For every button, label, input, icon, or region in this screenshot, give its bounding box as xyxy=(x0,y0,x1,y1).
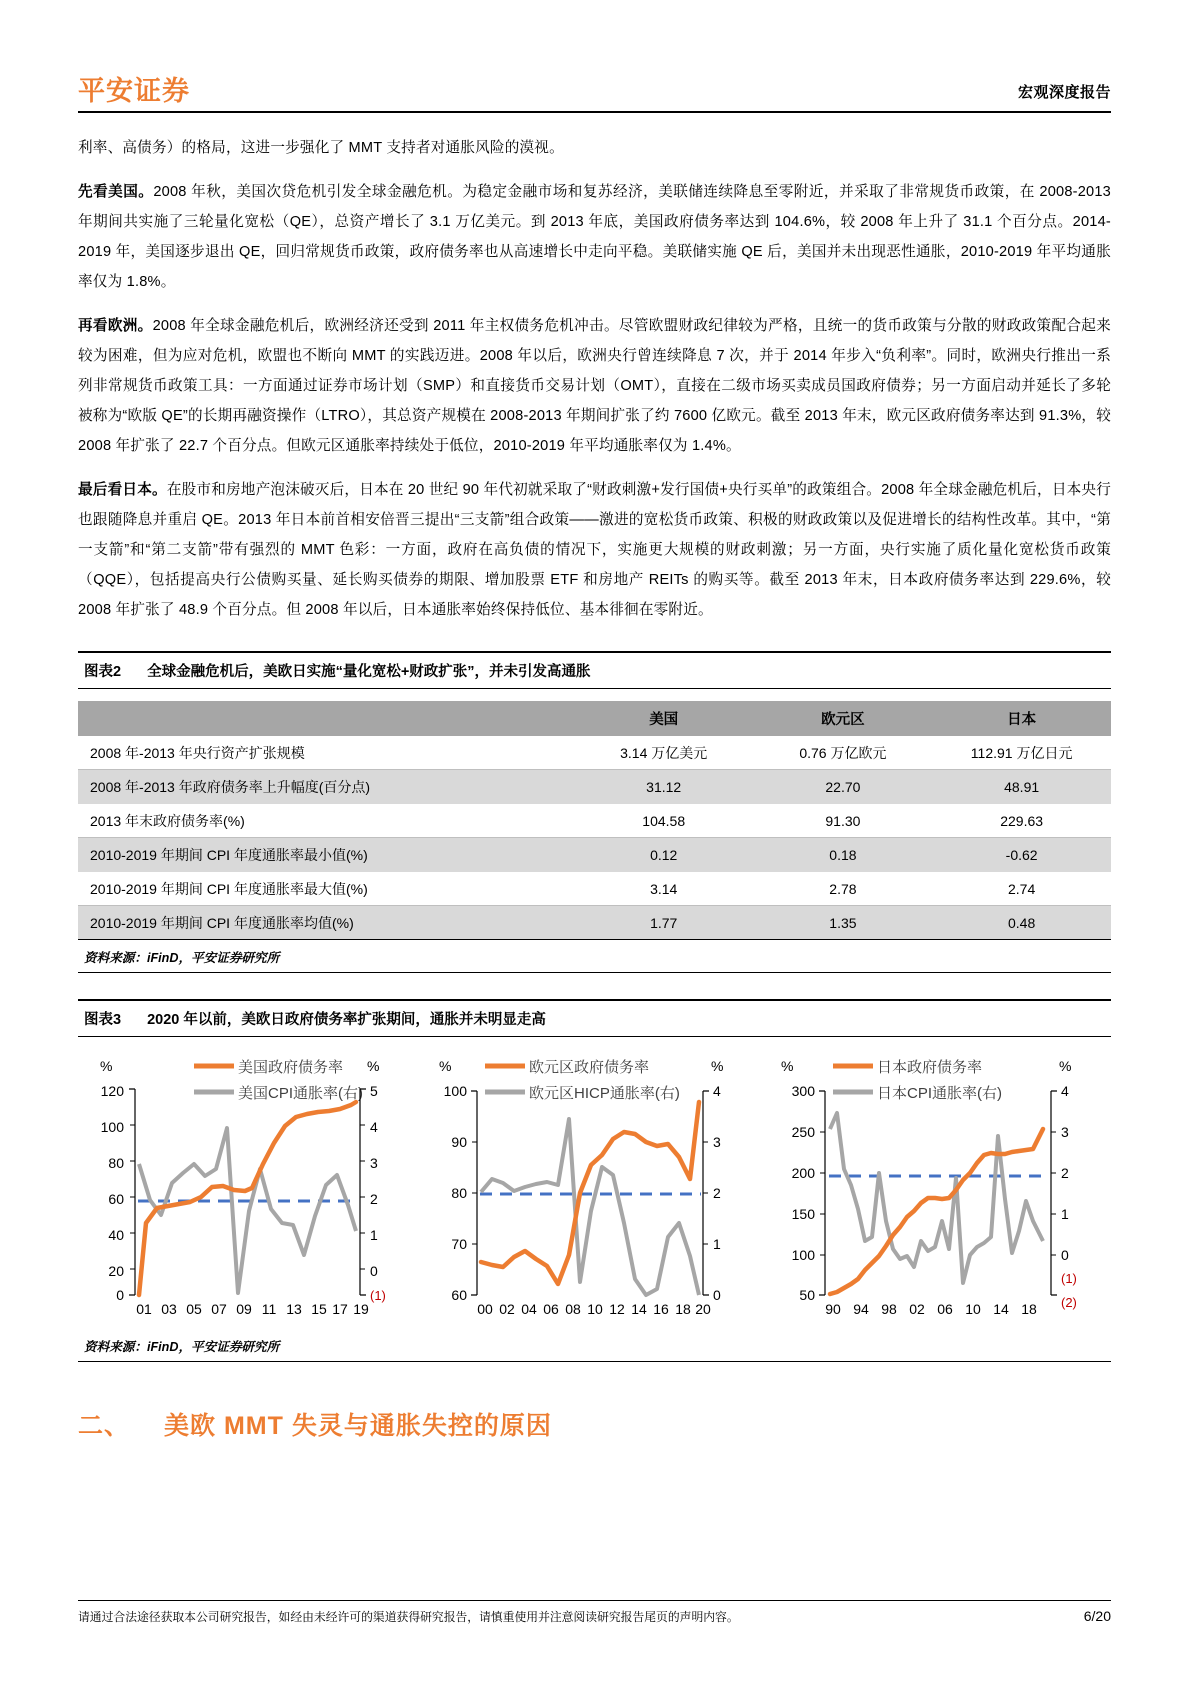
chart-eurozone-y2tick-1: 1 xyxy=(712,1236,721,1252)
paragraph-europe xyxy=(78,311,1111,461)
chart-eurozone-ytick-70: 70 xyxy=(450,1236,467,1252)
chart-eurozone-right-unit: % xyxy=(710,1058,723,1074)
chart-eurozone-xtick: 20 xyxy=(694,1301,711,1317)
paragraph-europe-lead: 再看欧洲。 xyxy=(78,318,153,334)
row-value-us: 104.58 xyxy=(574,804,754,838)
chart-japan-legend-cpi: 日本CPI通胀率(右) xyxy=(877,1085,1002,1102)
table-header-row xyxy=(78,701,1111,736)
chart-eurozone-ytick-80: 80 xyxy=(450,1185,467,1201)
chart-eurozone-y2tick-0: 0 xyxy=(712,1287,721,1303)
chart-eurozone-svg xyxy=(427,1051,763,1323)
chart-us-ytick-120: 120 xyxy=(100,1083,124,1099)
chart-japan-xtick: 10 xyxy=(965,1301,981,1317)
chart-japan-right-unit: % xyxy=(1059,1058,1072,1074)
table-col-label xyxy=(78,701,574,736)
row-value-japan: 0.48 xyxy=(932,906,1111,940)
chart-eurozone-xtick: 10 xyxy=(586,1301,603,1317)
row-value-japan: 112.91 万亿日元 xyxy=(932,736,1111,770)
exhibit-2-title: 全球金融危机后，美欧日实施“量化宽松+财政扩张”，并未引发高通胀 xyxy=(147,664,591,680)
chart-us-cpi-line xyxy=(139,1128,356,1293)
row-label: 2010-2019 年期间 CPI 年度通胀率最小值(%) xyxy=(78,838,574,872)
chart-us-xtick: 11 xyxy=(261,1301,277,1317)
chart-japan-right-axis xyxy=(1051,1091,1057,1295)
chart-eurozone-xtick: 04 xyxy=(520,1301,537,1317)
row-value-us: 1.77 xyxy=(574,906,754,940)
chart-japan-xtick: 18 xyxy=(1021,1301,1037,1317)
section-number: 二、 xyxy=(78,1412,131,1440)
chart-japan-xtick: 98 xyxy=(881,1301,897,1317)
chart-us-xtick: 05 xyxy=(186,1301,202,1317)
chart-us-ytick-20: 20 xyxy=(108,1263,124,1279)
section-heading xyxy=(78,1406,1111,1442)
chart-us-ytick-100: 100 xyxy=(100,1119,124,1135)
chart-us-right-ticks xyxy=(360,1125,365,1269)
section-title: 美欧 MMT 失灵与通胀失控的原因 xyxy=(164,1412,552,1440)
chart-japan-ytick-200: 200 xyxy=(791,1165,815,1181)
paragraph-japan-lead: 最后看日本。 xyxy=(78,482,167,498)
chart-eurozone-xtick: 16 xyxy=(652,1301,669,1317)
chart-us-y2tick-1: 1 xyxy=(370,1227,378,1243)
report-type-label: 宏观深度报告 xyxy=(1017,84,1111,101)
exhibit-3 xyxy=(78,999,1111,1362)
chart-us-ytick-40: 40 xyxy=(108,1227,124,1243)
footer-disclaimer: 请通过合法途径获取本公司研究报告，如经由未经许可的渠道获得研究报告，请慎重使用并注意阅读研究报告尾页的声明内容。 xyxy=(78,1610,739,1624)
table-col-us: 美国 xyxy=(574,701,754,736)
table-col-japan: 日本 xyxy=(932,701,1111,736)
exhibit-2-title-bar xyxy=(78,651,1111,689)
chart-us-y2tick-2: 2 xyxy=(370,1191,378,1207)
chart-japan-y2tick-3: 3 xyxy=(1061,1124,1069,1140)
chart-us-xtick: 17 xyxy=(332,1301,348,1317)
chart-eurozone-xtick: 14 xyxy=(630,1301,647,1317)
chart-japan-xtick: 02 xyxy=(909,1301,925,1317)
chart-japan-ytick-100: 100 xyxy=(791,1247,815,1263)
chart-eurozone-left-unit: % xyxy=(438,1058,451,1074)
header-divider xyxy=(78,111,1111,113)
row-value-eurozone: 22.70 xyxy=(754,770,933,804)
table-head xyxy=(78,701,1111,736)
chart-japan-y2tick-0: 0 xyxy=(1061,1247,1069,1263)
debt-inflation-table xyxy=(78,701,1111,939)
paragraph-us-lead: 先看美国。 xyxy=(78,184,154,200)
exhibit-3-source: 资料来源：iFinD，平安证券研究所 xyxy=(78,1329,1111,1362)
chart-us-ytick-80: 80 xyxy=(108,1155,124,1171)
chart-us-left-axis xyxy=(129,1089,135,1295)
chart-eurozone-legend-debt: 欧元区政府债务率 xyxy=(528,1059,649,1076)
chart-us-right-axis xyxy=(360,1089,366,1295)
chart-us-y2tick-neg1: (1) xyxy=(370,1288,386,1303)
chart-japan-xtick: 14 xyxy=(993,1301,1009,1317)
chart-eurozone-xtick: 18 xyxy=(674,1301,691,1317)
chart-eurozone-ytick-60: 60 xyxy=(450,1287,467,1303)
table-row xyxy=(78,770,1111,804)
chart-us-y2tick-4: 4 xyxy=(370,1119,378,1135)
chart-eurozone-xtick: 12 xyxy=(608,1301,625,1317)
chart-japan-right-ticks xyxy=(1051,1132,1056,1255)
chart-us-svg xyxy=(82,1051,418,1323)
row-value-eurozone: 91.30 xyxy=(754,804,933,838)
chart-eurozone-xtick: 00 xyxy=(476,1301,493,1317)
chart-us-right-unit: % xyxy=(367,1058,380,1074)
exhibit-3-number: 图表3 xyxy=(84,1012,122,1028)
row-label: 2008 年-2013 年央行资产扩张规模 xyxy=(78,736,574,770)
paragraph-carryover: 利率、高债务）的格局，这进一步强化了 MMT 支持者对通胀风险的漠视。 xyxy=(78,140,564,156)
chart-japan-y2tick-1: 1 xyxy=(1061,1206,1069,1222)
exhibit-3-title: 2020 年以前，美欧日政府债务率扩张期间，通胀并未明显走高 xyxy=(147,1012,546,1028)
chart-japan-debt-line xyxy=(830,1129,1043,1294)
table-col-eurozone: 欧元区 xyxy=(754,701,933,736)
chart-us-xtick: 07 xyxy=(211,1301,227,1317)
row-value-eurozone: 0.76 万亿欧元 xyxy=(754,736,933,770)
chart-japan-left-unit: % xyxy=(781,1058,794,1074)
chart-japan-ytick-50: 50 xyxy=(799,1287,815,1303)
row-value-us: 3.14 万亿美元 xyxy=(574,736,754,770)
row-value-japan: 48.91 xyxy=(932,770,1111,804)
table-row xyxy=(78,872,1111,906)
chart-japan-ytick-150: 150 xyxy=(791,1206,815,1222)
exhibit-2 xyxy=(78,651,1111,973)
chart-us-xtick: 15 xyxy=(311,1301,327,1317)
chart-us-y2tick-5: 5 xyxy=(370,1083,378,1099)
chart-us-debt-line xyxy=(139,1102,356,1295)
chart-us-xtick: 19 xyxy=(353,1301,369,1317)
chart-us-ytick-60: 60 xyxy=(108,1191,124,1207)
chart-us-left-unit: % xyxy=(100,1058,113,1074)
chart-us-xtick: 09 xyxy=(236,1301,252,1317)
chart-us-y2tick-0: 0 xyxy=(370,1263,378,1279)
page-number: 6/20 xyxy=(1083,1608,1111,1624)
paragraph-japan xyxy=(78,475,1111,625)
table-row xyxy=(78,736,1111,770)
table-row xyxy=(78,838,1111,872)
chart-japan-y2tick-2: 2 xyxy=(1061,1165,1069,1181)
row-value-us: 3.14 xyxy=(574,872,754,906)
chart-japan-left-axis xyxy=(819,1091,825,1295)
chart-japan-y2tick-neg1: (1) xyxy=(1061,1271,1077,1286)
chart-eurozone-right-ticks xyxy=(703,1142,708,1244)
row-value-eurozone: 0.18 xyxy=(754,838,933,872)
article-body xyxy=(70,133,1119,625)
chart-japan-legend-debt: 日本政府债务率 xyxy=(877,1059,983,1076)
exhibit-2-source: 资料来源：iFinD，平安证券研究所 xyxy=(78,940,1111,973)
row-value-us: 0.12 xyxy=(574,838,754,872)
row-value-eurozone: 2.78 xyxy=(754,872,933,906)
chart-japan-left-ticks xyxy=(820,1132,825,1255)
charts-container xyxy=(78,1037,1111,1329)
chart-us xyxy=(82,1051,418,1323)
chart-eurozone-legend-cpi: 欧元区HICP通胀率(右) xyxy=(528,1085,680,1102)
exhibit-3-title-bar xyxy=(78,999,1111,1037)
chart-us-xtick: 13 xyxy=(286,1301,302,1317)
chart-us-legend-debt: 美国政府债务率 xyxy=(238,1059,344,1076)
chart-us-y2tick-3: 3 xyxy=(370,1155,378,1171)
chart-us-ytick-0: 0 xyxy=(116,1287,124,1303)
chart-japan-xtick: 90 xyxy=(825,1301,841,1317)
row-value-japan: -0.62 xyxy=(932,838,1111,872)
row-value-japan: 229.63 xyxy=(932,804,1111,838)
paragraph-japan-text: 在股市和房地产泡沫破灭后，日本在 20 世纪 90 年代初就采取了“财政刺激+发行国债+央行买单”的政策组合。2008 年全球金融危机后，日本央行也跟随降息并重启 QE。2013 年日本前首相安倍晋三提出“三支箭”组合政策——激进的宽松货币政策、积极的财政政策以及促进增长的结构性改革。其中，“第一支箭”和“第二支箭”带有强烈的 MMT 色彩：一方面，政府在高负债的情况下，实施更大规模的财政刺激；另一方面，央行实施了质化量化宽松货币政策（QQE），包括提高央行公债购买量、延长购买债券的期限、增加股票 ETF 和房地产 REITs 的购买等。截至 2013 年末，日本政府债务率达到 229.6%，较 2008 年扩张了 48.9 个百分点。但 2008 年以后，日本通胀率始终保持低位、基本徘徊在零附近。 xyxy=(78,482,1112,618)
chart-us-legend-cpi: 美国CPI通胀率(右) xyxy=(238,1085,363,1102)
chart-japan-xtick: 94 xyxy=(853,1301,869,1317)
chart-us-left-ticks xyxy=(130,1125,135,1269)
chart-japan-y2tick-4: 4 xyxy=(1061,1083,1069,1099)
chart-eurozone-ytick-90: 90 xyxy=(450,1134,467,1150)
row-label: 2010-2019 年期间 CPI 年度通胀率最大值(%) xyxy=(78,872,574,906)
company-logo: 平安证券 xyxy=(78,76,190,106)
chart-eurozone-y2tick-4: 4 xyxy=(712,1083,721,1099)
table-row xyxy=(78,804,1111,838)
paragraph-us-text: 2008 年秋，美国次贷危机引发全球金融危机。为稳定金融市场和复苏经济，美联储连续降息至零附近，并采取了非常规货币政策，在 2008-2013 年期间共实施了三轮量化宽松（QE），总资产增长了 3.1 万亿美元。到 2013 年底，美国政府债务率达到 104.6%，较 2008 年上升了 31.1 个百分点。2014-2019 年，美国逐步退出 QE，回归常规货币政策，政府债务率也从高速增长中走向平稳。美联储实施 QE 后，美国并未出现恶性通胀，2010-2019 年平均通胀率仅为 1.8%。 xyxy=(78,184,1111,290)
chart-japan-ytick-250: 250 xyxy=(791,1124,815,1140)
row-value-us: 31.12 xyxy=(574,770,754,804)
chart-japan-svg xyxy=(771,1051,1107,1323)
chart-japan xyxy=(771,1051,1107,1323)
chart-japan-ytick-300: 300 xyxy=(791,1083,815,1099)
chart-eurozone-y2tick-3: 3 xyxy=(712,1134,721,1150)
table-body xyxy=(78,736,1111,939)
row-value-japan: 2.74 xyxy=(932,872,1111,906)
page-header xyxy=(70,78,1119,111)
chart-eurozone-y2tick-2: 2 xyxy=(712,1185,721,1201)
paragraph-europe-text: 2008 年全球金融危机后，欧洲经济还受到 2011 年主权债务危机冲击。尽管欧盟财政纪律较为严格，且统一的货币政策与分散的财政政策配合起来较为困难，但为应对危机，欧盟也不断向 MMT 的实践迈进。2008 年以后，欧洲央行曾连续降息 7 次，并于 2014 年步入“负利率”。同时，欧洲央行推出一系列非常规货币政策工具：一方面通过证券市场计划（SMP）和直接货币交易计划（OMT），直接在二级市场买卖成员国政府债券；另一方面启动并延长了多轮被称为“欧版 QE”的长期再融资操作（LTRO），其总资产规模在 2008-2013 年期间扩张了约 7600 亿欧元。截至 2013 年末，欧元区政府债务率达到 91.3%，较 2008 年扩张了 22.7 个百分点。但欧元区通胀率持续处于低位，2010-2019 年平均通胀率仅为 1.4%。 xyxy=(78,318,1111,454)
row-value-eurozone: 1.35 xyxy=(754,906,933,940)
row-label: 2013 年末政府债务率(%) xyxy=(78,804,574,838)
exhibit-2-table-wrapper xyxy=(78,701,1111,940)
chart-eurozone xyxy=(427,1051,763,1323)
row-label: 2008 年-2013 年政府债务率上升幅度(百分点) xyxy=(78,770,574,804)
footer-row xyxy=(78,1601,1111,1625)
chart-eurozone-ytick-100: 100 xyxy=(443,1083,467,1099)
chart-eurozone-xtick: 02 xyxy=(498,1301,515,1317)
chart-eurozone-xtick: 08 xyxy=(564,1301,581,1317)
page-footer xyxy=(78,1600,1111,1625)
exhibit-2-number: 图表2 xyxy=(84,664,122,680)
chart-eurozone-left-ticks xyxy=(472,1142,477,1244)
chart-us-xtick: 03 xyxy=(161,1301,177,1317)
chart-japan-y2tick-neg2: (2) xyxy=(1061,1295,1077,1310)
chart-japan-xtick: 06 xyxy=(937,1301,953,1317)
table-row xyxy=(78,906,1111,940)
chart-us-xtick: 01 xyxy=(136,1301,152,1317)
paragraph-us xyxy=(78,177,1111,297)
row-label: 2010-2019 年期间 CPI 年度通胀率均值(%) xyxy=(78,906,574,940)
chart-eurozone-xtick: 06 xyxy=(542,1301,559,1317)
